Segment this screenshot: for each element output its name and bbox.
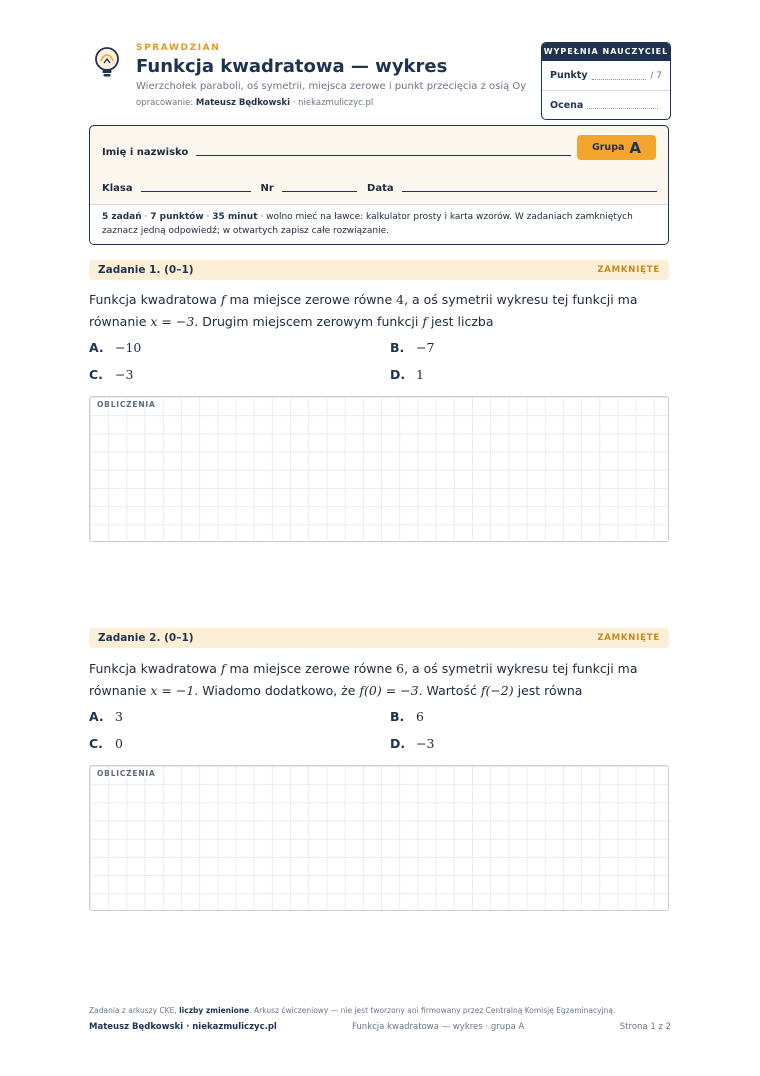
task-1-answer-b[interactable]: B. −7 [390,340,435,355]
task-1-answer-a[interactable]: A. −10 [89,340,142,355]
page-footer [89,1006,671,1034]
task-2-title: Zadanie 2. (0–1) [98,632,194,644]
task-2-text: Funkcja kwadratowa f ma miejsce zerowe równe 6, a oś symetrii wykresu tej funkcji ma równanie x = −1. Wiadomo dodatkowo, że f(0) = −3. Wartość f(−2) jest równa [89,661,638,698]
name-field[interactable] [196,155,571,156]
nr-field[interactable] [282,191,357,192]
task-2-answer-c[interactable]: C. 0 [89,736,123,751]
task-1-answer-d[interactable]: D. 1 [390,367,424,382]
task-2-type: ZAMKNIĘTE [597,633,660,643]
points-max: / 7 [650,70,662,81]
test-instructions: 5 zadań · 7 punktów · 35 minut · wolno mieć na ławce: kalkulator prosty i karta wzorów. W zadaniach zamkniętych zaznacz jedną odpowiedź; w otwartych zapisz całe rozwiązanie. [90,204,668,245]
task-1-calculation-area[interactable] [89,396,669,542]
footer-bottom [89,1022,671,1034]
grade-field[interactable] [587,101,658,109]
group-badge [577,135,656,160]
points-field[interactable] [592,72,647,80]
class-field[interactable] [141,191,251,192]
page-title: Funkcja kwadratowa — wykres [136,56,448,77]
task-2-calculation-area[interactable] [89,765,669,911]
task-2-answer-a[interactable]: A. 3 [89,709,123,724]
worksheet-kicker: SPRAWDZIAN [136,43,221,53]
author-line: opracowanie: Mateusz Będkowski · niekazmuliczyc.pl [136,98,374,108]
task-1-text: Funkcja kwadratowa f ma miejsce zerowe równe 4, a oś symetrii wykresu tej funkcji ma równanie x = −3. Drugim miejscem zerowym funkcji f jest liczba [89,292,638,329]
class-row [102,180,657,194]
task-2-answer-b[interactable]: B. 6 [390,709,424,724]
author-name: Mateusz Będkowski [195,98,291,108]
task-2-header [89,628,669,648]
footer-note: Zadania z arkuszy CKE, liczby zmienione. Arkusz ćwiczeniowy — nie jest tworzony ani firmowany przez Centralną Komisję Egzaminacyjną. [89,1006,616,1015]
footer-author: Mateusz Będkowski · niekazmuliczyc.pl [89,1022,277,1032]
footer-title: Funkcja kwadratowa — wykres · grupa A [352,1022,525,1032]
group-label: Grupa [591,142,625,153]
date-label: Data [367,183,394,194]
task-1-title: Zadanie 1. (0–1) [98,264,194,276]
task-2-answer-d[interactable]: D. −3 [390,736,435,751]
task-1-answers [89,340,669,396]
task-1-header [89,260,669,280]
class-label: Klasa [102,183,133,194]
name-row [102,144,657,158]
grade-row [542,90,670,119]
group-letter: A [629,138,642,157]
task-1-calculation-label: OBLICZENIA [97,400,156,409]
page-number: Strona 1 z 2 [619,1022,671,1032]
points-row [542,61,670,90]
grade-label: Ocena [550,99,584,111]
page-subtitle: Wierzchołek paraboli, oś symetrii, miejsca zerowe i punkt przecięcia z osią Oy [136,81,527,92]
task-1-answer-c[interactable]: C. −3 [89,367,134,382]
date-field[interactable] [402,191,657,192]
nr-label: Nr [260,183,274,194]
name-label: Imię i nazwisko [102,147,189,158]
teacher-box-heading: WYPEŁNIA NAUCZYCIEL [542,43,670,61]
task-2-calculation-label: OBLICZENIA [97,769,156,778]
task-2-answers [89,709,669,765]
task-1-type: ZAMKNIĘTE [597,265,660,275]
teacher-box [541,42,671,120]
lightbulb-logo-icon [89,44,125,80]
points-label: Punkty [550,70,588,81]
student-info-box [89,125,669,245]
